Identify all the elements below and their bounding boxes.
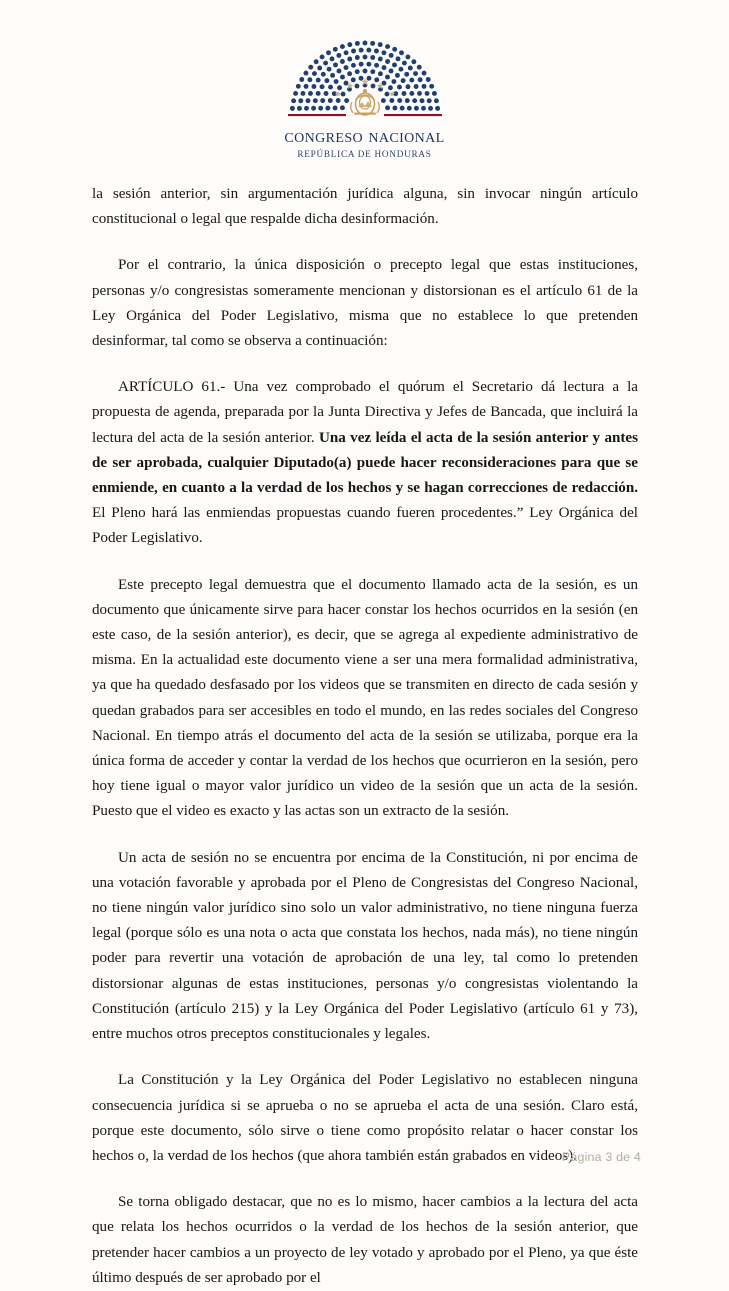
congress-logo (270, 32, 460, 124)
text-run: El Pleno hará las enmiendas propuestas cuando fueren procedentes.” Ley Orgánica del Poder Legislativo. (92, 505, 638, 547)
paragraph (92, 182, 638, 232)
page-number-footer: Página 3 de 4 (561, 1150, 641, 1164)
organization-name: congreso nacional (284, 126, 445, 147)
honduras-coat-of-arms-icon (350, 89, 379, 115)
organization-subtitle: REPÚBLICA DE HONDURAS (297, 148, 432, 159)
document-body (92, 182, 638, 1291)
text-run: Este precepto legal demuestra que el documento llamado acta de la sesión, es un documento que únicamente sirve para hacer constar los hechos ocurridos en la sesión (en este caso, de la sesión anterior), es decir, que se agrega al expediente administrativo de misma. En la actualidad este documento viene a ser una mera formalidad administrativa, ya que ha quedado desfasado por los videos que se transmiten en directo de cada sesión y quedan grabados para ser accesibles en todo el mundo, en las redes sociales del Congreso Nacional. En tiempo atrás el documento del acta de la sesión se utilizaba, porque era la única forma de acceder y contar la verdad de los hechos que ocurrieron en la sesión, pero hoy tiene igual o mayor valor jurídico un video de la sesión que un acta de la sesión. Puesto que el video es exacto y las actas son un extracto de la sesión. (92, 576, 638, 820)
paragraph (92, 375, 638, 551)
paragraph (92, 253, 638, 354)
paragraph (92, 1190, 638, 1291)
text-run: Por el contrario, la única disposición o precepto legal que estas instituciones, personas y/o congresistas someramente mencionan y distorsionan es el artículo 61 de la Ley Orgánica del Poder Legislativo, misma que no establece lo que pretenden desinformar, tal como se observa a continuación: (92, 257, 638, 350)
text-run: Un acta de sesión no se encuentra por encima de la Constitución, ni por encima de una votación favorable y aprobada por el Pleno de Congresistas del Congreso Nacional, no tiene ningún valor jurídico sino solo un valor administrativo, no tiene ninguna fuerza legal (porque sólo es una nota o acta que constata los hechos, nada más), no tiene ningún poder para revertir una votación de aprobación de una ley, tal como lo pretenden distorsionar algunas de estas instituciones, personas y/o congresistas violentando la Constitución (artículo 215) y la Ley Orgánica del Poder Legislativo (artículo 61 y 73), entre muchos otros preceptos constitucionales y legales. (92, 849, 638, 1043)
congress-semicircle-seats-icon (270, 32, 460, 124)
text-run: la sesión anterior, sin argumentación jurídica alguna, sin invocar ningún artículo constitucional o legal que respalde dicha desinformación. (92, 186, 638, 228)
paragraph (92, 1068, 638, 1169)
text-run: Se torna obligado destacar, que no es lo mismo, hacer cambios a la lectura del acta que relata los hechos ocurridos o la verdad de los hechos de la sesión anterior, que pretender hacer cambios a un proyecto de ley votado y aprobado por el Pleno, ya que éste último después de ser aprobado por el (92, 1194, 638, 1286)
text-run: ARTÍCULO 61.- Una vez comprobado el quórum el Secretario dá lectura a la propuesta de agenda, preparada por la Junta Directiva y Jefes de Bancada, que incluirá la lectura del acta de la sesión anterior. (92, 379, 638, 446)
letterhead (0, 32, 729, 159)
dark-red-horizontal-rule-icon (288, 114, 346, 116)
dark-red-horizontal-rule-icon (384, 114, 442, 116)
paragraph (92, 846, 638, 1048)
emphasised-text-run: Una vez leída el acta de la sesión anterior y antes de ser aprobada, cualquier Diputado(a) puede hacer reconsideraciones para que se enmiende, en cuanto a la verdad de los hechos y se hagan correcciones de redacción. (92, 429, 638, 497)
text-run: La Constitución y la Ley Orgánica del Poder Legislativo no establecen ninguna consecuencia jurídica si se aprueba o no se aprueba el acta de una sesión. Claro está, porque este documento, sólo sirve o tiene como propósito relatar o hacer constar los hechos o, la verdad de los hechos (que ahora también están grabados en videos). (92, 1072, 638, 1164)
paragraph (92, 573, 638, 825)
